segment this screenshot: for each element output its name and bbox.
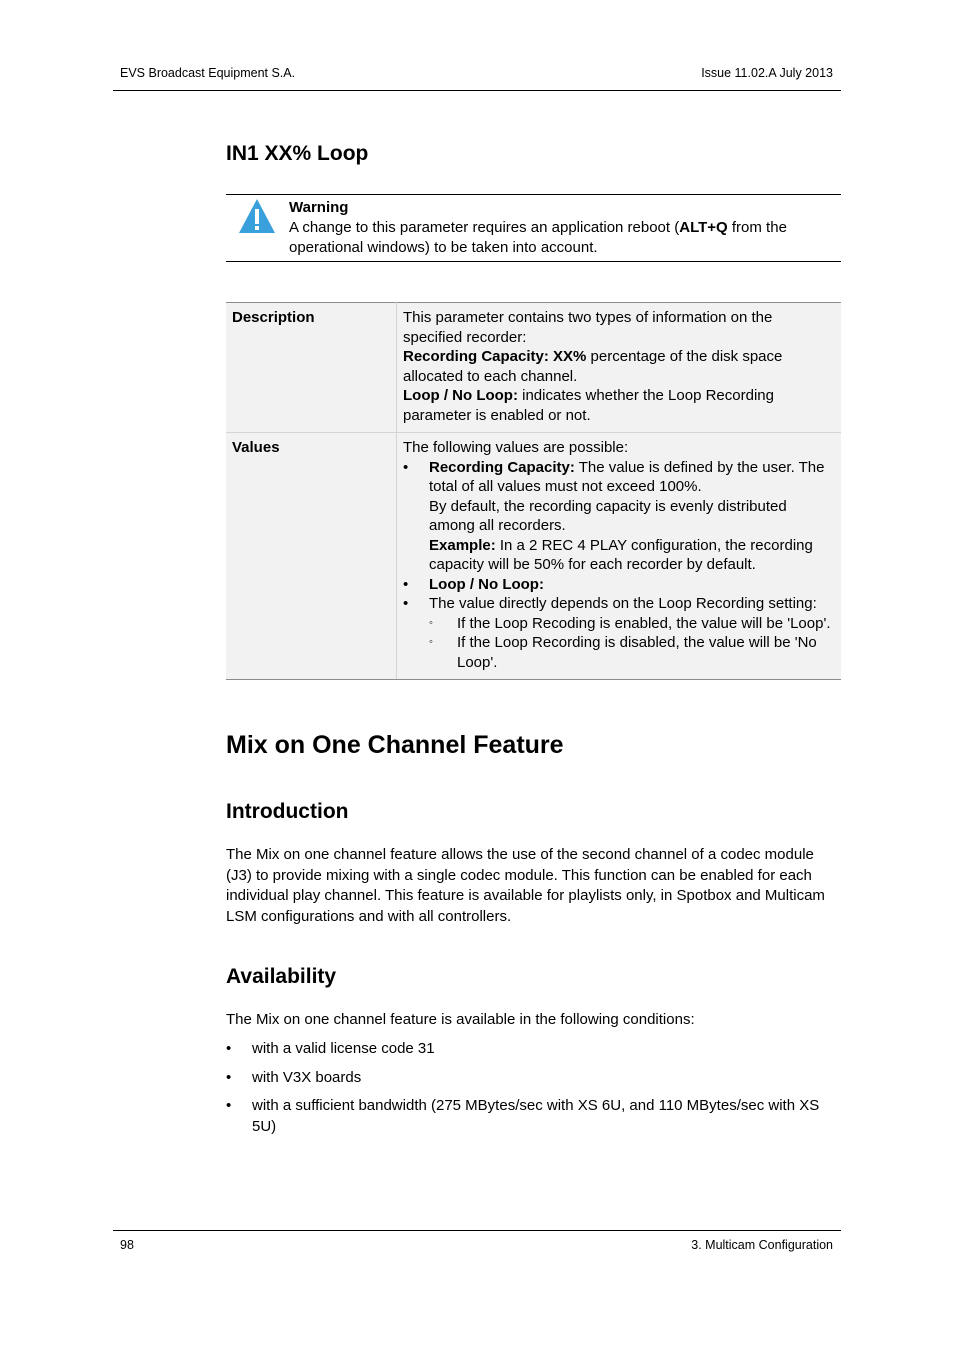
loop-text: indicates whether the Loop Recording parameter is enabled or not.	[403, 387, 774, 424]
description-label: Description	[226, 303, 397, 433]
example-term: Example:	[429, 536, 496, 554]
values-cell	[397, 433, 842, 680]
header-issue: Issue 11.02.A July 2013	[701, 66, 833, 80]
description-loop	[403, 386, 835, 425]
warning-text-before: A change to this parameter requires an application reboot (	[289, 219, 680, 236]
values-label: Values	[226, 433, 397, 680]
capacity-text: percentage of the disk space allocated to each channel.	[403, 348, 783, 385]
description-capacity	[403, 347, 835, 386]
parameter-table	[226, 302, 841, 680]
description-intro: This parameter contains two types of information on the specified recorder:	[403, 309, 773, 346]
warning-triangle-icon	[238, 197, 276, 235]
item1-text2: By default, the recording capacity is evenly distributed among all recorders.	[429, 497, 787, 534]
item2-term: Loop / No Loop:	[429, 575, 544, 593]
table-row-values	[226, 433, 841, 680]
warning-block	[289, 198, 829, 258]
list-item	[403, 575, 835, 595]
list-item: • with a valid license code 31	[226, 1039, 832, 1060]
section-title-mix: Mix on One Channel Feature	[226, 731, 564, 759]
capacity-term: Recording Capacity: XX%	[403, 348, 587, 365]
item3-text: • The value directly depends on the Loop Recording setting:	[429, 595, 817, 612]
description-cell	[397, 303, 842, 433]
values-intro: The following values are possible:	[403, 439, 629, 456]
warning-title: Warning	[289, 199, 349, 216]
item1-term: Recording Capacity:	[429, 458, 575, 476]
list-item: • with V3X boards	[226, 1068, 832, 1089]
introduction-title: Introduction	[226, 800, 349, 823]
warning-top-rule	[226, 194, 841, 195]
header-rule	[113, 90, 841, 91]
example-text: In a 2 REC 4 PLAY configuration, the recording capacity will be 50% for each recorder by default.	[429, 536, 813, 573]
list-item: • with a sufficient bandwidth (275 MBytes/sec with XS 6U, and 110 MBytes/sec with XS 5U)	[226, 1096, 832, 1137]
list-item: ◦ If the Loop Recoding is enabled, the value will be 'Loop'.	[429, 614, 835, 634]
loop-term: Loop / No Loop:	[403, 387, 518, 404]
item1-text: The value is defined by the user. The total of all values must not exceed 100%.	[429, 458, 825, 495]
list-item	[403, 594, 835, 672]
availability-list	[226, 1039, 832, 1145]
table-row-description	[226, 303, 841, 433]
introduction-text: The Mix on one channel feature allows the use of the second channel of a codec module (J3) to provide mixing with a single codec module. This function can be enabled for each individual play channel. This feature is available for playlists only, in Spotbox and Multicam LSM configurations and with all controllers.	[226, 846, 825, 925]
warning-bottom-rule	[226, 261, 841, 262]
availability-title: Availability	[226, 965, 337, 988]
warning-shortcut: ALT+Q	[679, 219, 728, 236]
header-company: EVS Broadcast Equipment S.A.	[120, 66, 296, 80]
warning-text	[289, 218, 829, 258]
list-item	[403, 458, 835, 575]
values-sub-list	[429, 614, 835, 673]
footer-chapter: 3. Multicam Configuration	[691, 1238, 833, 1252]
list-item: ◦ If the Loop Recording is disabled, the value will be 'No Loop'.	[429, 633, 835, 672]
values-list	[403, 458, 835, 673]
availability-intro: The Mix on one channel feature is available in the following conditions:	[226, 1011, 695, 1028]
section-title-in1-loop: IN1 XX% Loop	[226, 142, 369, 165]
footer-page-number: 98	[120, 1238, 134, 1252]
warning-text-after: from the operational windows) to be taken into account.	[289, 219, 787, 256]
footer-rule	[113, 1230, 841, 1231]
